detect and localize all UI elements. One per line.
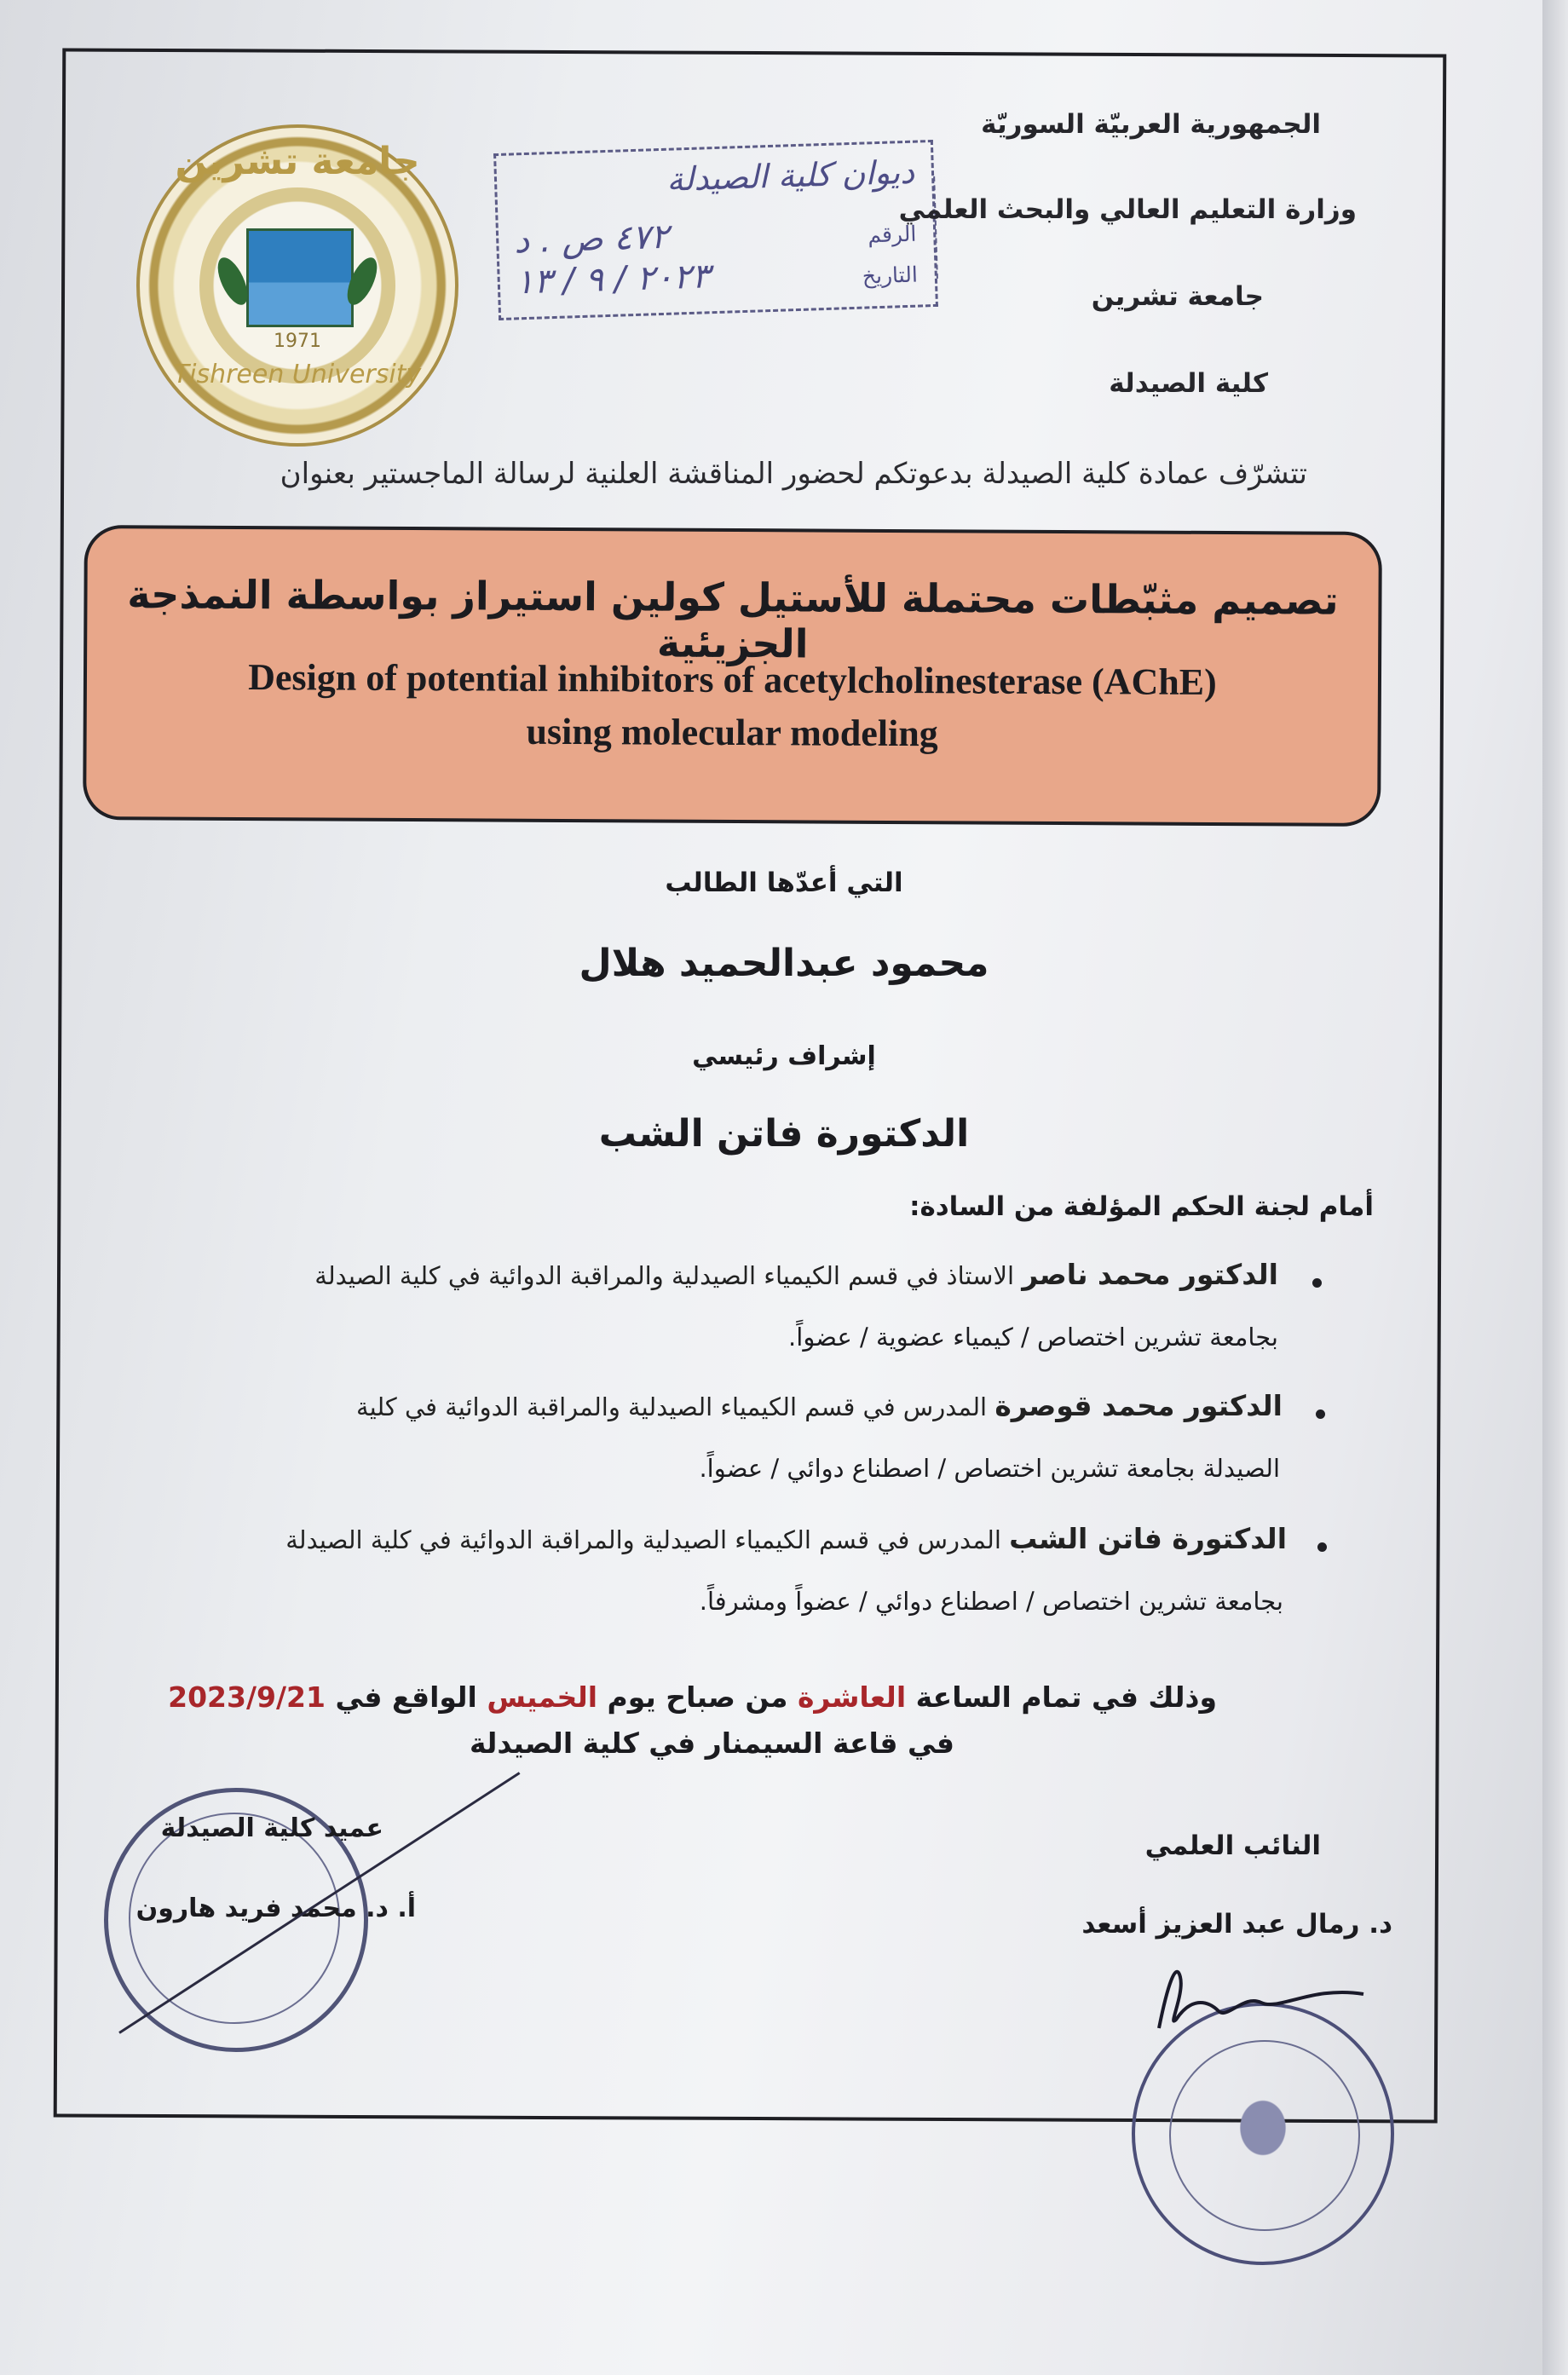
- member-3-line2: بجامعة تشرين اختصاص / اصطناع دوائي / عضواً ومشرفاً.: [699, 1587, 1283, 1616]
- member-3-name: الدكتورة فاتن الشب: [1009, 1522, 1287, 1555]
- member-1-line2: بجامعة تشرين اختصاص / كيمياء عضوية / عضواً.: [788, 1323, 1278, 1352]
- student-label: التي أعدّها الطالب: [665, 868, 903, 898]
- logo-latin: Tishreen University: [173, 360, 422, 389]
- supervisor-label: إشراف رئيسي: [692, 1041, 876, 1071]
- bullet-2-icon: [1316, 1409, 1325, 1419]
- logo-year: 1971: [274, 331, 321, 352]
- stamp-number-value: ٤٧٢ ص . د: [513, 216, 670, 262]
- member-2-name: الدكتور محمد قوصرة: [994, 1389, 1283, 1422]
- schedule-day: الخميس: [487, 1680, 598, 1714]
- vice-dean-name: د. رمال عبد العزيز أسعد: [1081, 1909, 1392, 1940]
- student-name: محمود عبدالحميد هلال: [579, 942, 989, 985]
- member-2-line2: الصيدلة بجامعة تشرين اختصاص / اصطناع دوائي / عضواً.: [699, 1454, 1280, 1483]
- committee-intro: أمام لجنة الحكم المؤلفة من السادة:: [909, 1191, 1374, 1222]
- bullet-3-icon: [1317, 1542, 1327, 1552]
- member-1-name: الدكتور محمد ناصر: [1022, 1258, 1278, 1291]
- university-logo: [136, 124, 458, 447]
- schedule-p2: من صباح يوم: [607, 1680, 788, 1714]
- bullet-1-icon: [1312, 1278, 1322, 1288]
- schedule-date: 2023/9/21: [168, 1680, 326, 1714]
- thesis-title-en-line1: Design of potential inhibitors of acetylcholinesterase (AChE): [248, 656, 1217, 703]
- stamp-date-value: ٢٠٢٣ / ٩ / ١٣: [515, 257, 711, 303]
- member-2-line1: المدرس في قسم الكيمياء الصيدلية والمراقبة الدوائية في كلية: [356, 1392, 988, 1421]
- thesis-title-box: [83, 525, 1382, 827]
- schedule-location: في قاعة السيمنار في كلية الصيدلة: [469, 1726, 954, 1760]
- schedule-p1: وذلك في تمام الساعة: [915, 1680, 1217, 1714]
- stamp-number-label: الرقم: [867, 221, 917, 248]
- invitation-text: تتشرّف عمادة كلية الصيدلة بدعوتكم لحضور المناقشة العلنية لرسالة الماجستير بعنوان: [280, 457, 1307, 491]
- logo-emblem-icon: [246, 228, 354, 327]
- dean-title: عميد كلية الصيدلة: [160, 1813, 383, 1843]
- stamp-title: ديوان كلية الصيدلة: [666, 153, 915, 199]
- reference-stamp: [493, 140, 938, 320]
- dean-name: أ. د. محمد فريد هارون: [135, 1894, 416, 1923]
- committee-member-3: [119, 1522, 1287, 1555]
- header-faculty: كلية الصيدلة: [1109, 368, 1268, 399]
- header-country: الجمهورية العربيّة السوريّة: [981, 109, 1321, 140]
- member-3-line1: المدرس في قسم الكيمياء الصيدلية والمراقبة الدوائية في كلية الصيدلة: [285, 1525, 1001, 1554]
- vice-dean-signature-icon: [1142, 1951, 1398, 2045]
- committee-member-1: [124, 1258, 1278, 1291]
- eagle-emblem-icon: [1224, 2081, 1302, 2175]
- header-university: جامعة تشرين: [1091, 281, 1264, 312]
- vice-dean-title: النائب العلمي: [1144, 1830, 1321, 1861]
- schedule-p3: الواقع في: [335, 1680, 477, 1714]
- thesis-title-en-line2: using molecular modeling: [526, 710, 938, 755]
- logo-ring-text: جامعة تشرين: [175, 140, 420, 183]
- header-ministry: وزارة التعليم العالي والبحث العلمي: [898, 194, 1357, 225]
- committee-member-2: [124, 1389, 1283, 1422]
- stamp-side-box: [933, 176, 972, 279]
- thesis-title-ar: تصميم مثبّطات محتملة للأستيل كولين استيراز بواسطة النمذجة الجزيئية: [127, 571, 1339, 667]
- schedule-line: [168, 1680, 1217, 1714]
- paper-edge: [1542, 0, 1568, 2375]
- member-1-line1: الاستاذ في قسم الكيمياء الصيدلية والمراقبة الدوائية في كلية الصيدلة: [314, 1261, 1015, 1290]
- supervisor-name: الدكتورة فاتن الشب: [598, 1112, 970, 1156]
- schedule-hour: العاشرة: [797, 1680, 907, 1714]
- stamp-date-label: التاريخ: [862, 262, 919, 289]
